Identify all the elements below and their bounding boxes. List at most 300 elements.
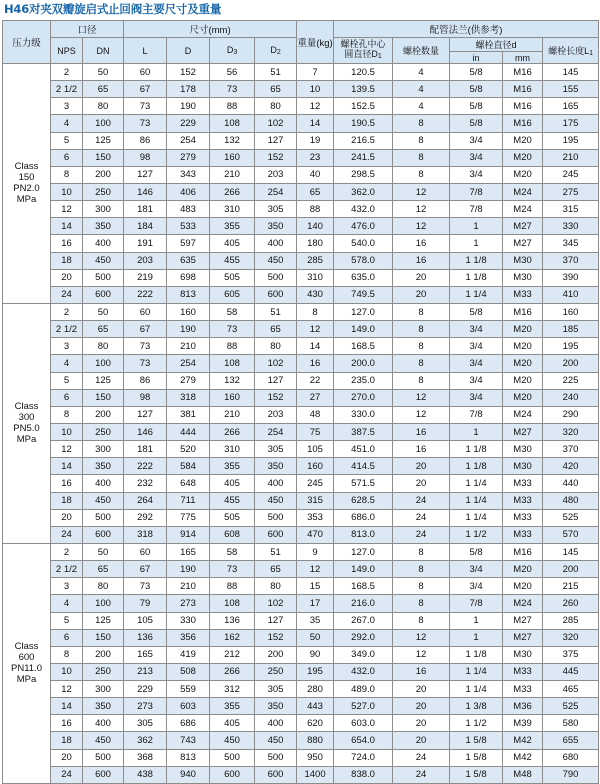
cell-d2: 600 — [255, 286, 297, 303]
cell-bolt-dia-in: 5/8 — [450, 303, 503, 320]
cell-nps: 20 — [51, 749, 83, 766]
cell-l: 184 — [124, 218, 167, 235]
cell-l: 222 — [124, 286, 167, 303]
cell-d2: 51 — [255, 303, 297, 320]
cell-dn: 65 — [83, 321, 124, 338]
cell-bolt-len: 420 — [543, 458, 599, 475]
cell-dn: 50 — [83, 303, 124, 320]
cell-weight: 950 — [297, 749, 334, 766]
cell-bolt-dia-mm: M27 — [503, 629, 543, 646]
cell-weight: 16 — [297, 355, 334, 372]
cell-bolt-dia-in: 3/4 — [450, 166, 503, 183]
cell-bolt-dia-in: 3/4 — [450, 561, 503, 578]
cell-nps: 8 — [51, 406, 83, 423]
cell-weight: 9 — [297, 543, 334, 560]
table-row — [3, 492, 599, 509]
cell-bolt-qty: 24 — [393, 526, 450, 543]
cell-dn: 300 — [83, 681, 124, 698]
table-row — [3, 475, 599, 492]
cell-l: 79 — [124, 595, 167, 612]
cell-bolt-qty: 12 — [393, 406, 450, 423]
cell-bolt-dia-mm: M27 — [503, 218, 543, 235]
cell-bolt-len: 345 — [543, 235, 599, 252]
cell-dn: 350 — [83, 218, 124, 235]
cell-bolt-len: 195 — [543, 132, 599, 149]
cell-bolt-qty: 16 — [393, 235, 450, 252]
table-row — [3, 715, 599, 732]
cell-nps: 8 — [51, 646, 83, 663]
cell-bolt-circle: 362.0 — [334, 183, 393, 200]
cell-bolt-circle: 451.0 — [334, 441, 393, 458]
cell-bolt-len: 525 — [543, 509, 599, 526]
cell-bolt-dia-mm: M20 — [503, 561, 543, 578]
cell-l: 73 — [124, 115, 167, 132]
cell-bolt-len: 245 — [543, 166, 599, 183]
cell-bolt-dia-in: 1 1/2 — [450, 526, 503, 543]
table-row — [3, 595, 599, 612]
cell-bolt-len: 275 — [543, 183, 599, 200]
cell-bolt-len: 285 — [543, 612, 599, 629]
cell-d2: 500 — [255, 509, 297, 526]
cell-d: 775 — [167, 509, 210, 526]
cell-bolt-dia-in: 1 1/4 — [450, 475, 503, 492]
cell-bolt-dia-in: 3/4 — [450, 578, 503, 595]
cell-bolt-circle: 654.0 — [334, 732, 393, 749]
cell-bolt-qty: 16 — [393, 252, 450, 269]
cell-nps: 14 — [51, 698, 83, 715]
cell-dn: 500 — [83, 269, 124, 286]
cell-d: 165 — [167, 543, 210, 560]
cell-bolt-circle: 686.0 — [334, 509, 393, 526]
cell-d3: 108 — [210, 595, 255, 612]
cell-weight: 620 — [297, 715, 334, 732]
cell-nps: 18 — [51, 252, 83, 269]
cell-l: 127 — [124, 406, 167, 423]
cell-bolt-circle: 349.0 — [334, 646, 393, 663]
cell-dn: 300 — [83, 201, 124, 218]
cell-weight: 353 — [297, 509, 334, 526]
cell-dn: 450 — [83, 252, 124, 269]
cell-bolt-qty: 16 — [393, 423, 450, 440]
cell-bolt-circle: 149.0 — [334, 321, 393, 338]
cell-bolt-circle: 190.5 — [334, 115, 393, 132]
table-row — [3, 681, 599, 698]
table-row — [3, 286, 599, 303]
cell-bolt-qty: 8 — [393, 338, 450, 355]
cell-bolt-dia-in: 5/8 — [450, 98, 503, 115]
header-bolt-qty: 螺栓数量 — [393, 38, 450, 64]
cell-bolt-qty: 12 — [393, 629, 450, 646]
cell-d2: 203 — [255, 406, 297, 423]
cell-l: 67 — [124, 561, 167, 578]
cell-bolt-len: 215 — [543, 578, 599, 595]
cell-bolt-dia-mm: M39 — [503, 715, 543, 732]
table-row — [3, 578, 599, 595]
header-nps: NPS — [51, 38, 83, 64]
table-row — [3, 458, 599, 475]
cell-weight: 35 — [297, 612, 334, 629]
cell-bolt-dia-in: 1 1/4 — [450, 663, 503, 680]
cell-bolt-dia-in: 1 1/8 — [450, 441, 503, 458]
cell-d: 330 — [167, 612, 210, 629]
cell-bolt-qty: 8 — [393, 115, 450, 132]
cell-d2: 400 — [255, 235, 297, 252]
cell-l: 98 — [124, 389, 167, 406]
cell-weight: 285 — [297, 252, 334, 269]
cell-d: 210 — [167, 578, 210, 595]
cell-dn: 100 — [83, 115, 124, 132]
cell-d: 711 — [167, 492, 210, 509]
cell-nps: 6 — [51, 389, 83, 406]
cell-bolt-dia-in: 5/8 — [450, 115, 503, 132]
cell-d3: 58 — [210, 303, 255, 320]
cell-bolt-dia-mm: M16 — [503, 115, 543, 132]
cell-bolt-len: 370 — [543, 252, 599, 269]
cell-bolt-len: 200 — [543, 561, 599, 578]
cell-nps: 6 — [51, 629, 83, 646]
cell-d3: 500 — [210, 749, 255, 766]
cell-l: 60 — [124, 64, 167, 81]
cell-d: 406 — [167, 183, 210, 200]
cell-nps: 10 — [51, 663, 83, 680]
cell-l: 86 — [124, 132, 167, 149]
cell-d3: 108 — [210, 355, 255, 372]
cell-bolt-circle: 635.0 — [334, 269, 393, 286]
cell-d: 273 — [167, 595, 210, 612]
cell-d3: 88 — [210, 98, 255, 115]
cell-weight: 27 — [297, 389, 334, 406]
cell-bolt-dia-mm: M20 — [503, 338, 543, 355]
table-row — [3, 526, 599, 543]
cell-bolt-qty: 24 — [393, 749, 450, 766]
cell-d2: 102 — [255, 355, 297, 372]
cell-d2: 127 — [255, 612, 297, 629]
cell-d3: 73 — [210, 561, 255, 578]
cell-d3: 505 — [210, 509, 255, 526]
cell-d3: 355 — [210, 698, 255, 715]
cell-weight: 90 — [297, 646, 334, 663]
cell-bolt-len: 655 — [543, 732, 599, 749]
cell-bolt-dia-mm: M24 — [503, 406, 543, 423]
pressure-class-label-line: MPa — [16, 674, 37, 686]
cell-d3: 132 — [210, 372, 255, 389]
cell-bolt-circle: 152.5 — [334, 98, 393, 115]
cell-bolt-circle: 414.5 — [334, 458, 393, 475]
cell-dn: 250 — [83, 663, 124, 680]
pressure-class-label-line: MPa — [16, 194, 37, 206]
cell-bolt-len: 195 — [543, 338, 599, 355]
cell-d: 229 — [167, 115, 210, 132]
cell-bolt-circle: 813.0 — [334, 526, 393, 543]
cell-nps: 5 — [51, 132, 83, 149]
cell-d: 940 — [167, 766, 210, 783]
cell-weight: 17 — [297, 595, 334, 612]
cell-weight: 8 — [297, 303, 334, 320]
table-row — [3, 149, 599, 166]
cell-l: 98 — [124, 149, 167, 166]
cell-bolt-circle: 267.0 — [334, 612, 393, 629]
cell-dn: 150 — [83, 149, 124, 166]
cell-d: 152 — [167, 64, 210, 81]
cell-bolt-len: 375 — [543, 646, 599, 663]
cell-weight: 23 — [297, 149, 334, 166]
cell-nps: 12 — [51, 201, 83, 218]
cell-dn: 500 — [83, 509, 124, 526]
header-bolt-len: 螺栓长度$L_1$ — [543, 38, 599, 64]
cell-dn: 450 — [83, 492, 124, 509]
cell-bolt-dia-mm: M20 — [503, 321, 543, 338]
cell-dn: 450 — [83, 732, 124, 749]
cell-l: 181 — [124, 441, 167, 458]
cell-dn: 200 — [83, 406, 124, 423]
cell-bolt-dia-mm: M27 — [503, 235, 543, 252]
cell-bolt-dia-mm: M30 — [503, 458, 543, 475]
cell-d3: 310 — [210, 441, 255, 458]
cell-bolt-dia-mm: M16 — [503, 64, 543, 81]
cell-nps: 4 — [51, 115, 83, 132]
pressure-class-cell — [3, 303, 51, 543]
cell-bolt-dia-mm: M16 — [503, 81, 543, 98]
cell-nps: 2 — [51, 303, 83, 320]
cell-bolt-dia-mm: M33 — [503, 475, 543, 492]
cell-bolt-dia-mm: M30 — [503, 441, 543, 458]
cell-d3: 455 — [210, 252, 255, 269]
cell-weight: 19 — [297, 132, 334, 149]
table-row — [3, 749, 599, 766]
cell-d: 813 — [167, 749, 210, 766]
table-row — [3, 698, 599, 715]
cell-bolt-dia-in: 3/4 — [450, 389, 503, 406]
cell-bolt-circle: 749.5 — [334, 286, 393, 303]
cell-d2: 305 — [255, 441, 297, 458]
pressure-class-label-line: Class — [14, 161, 39, 173]
cell-dn: 350 — [83, 698, 124, 715]
cell-bolt-qty: 20 — [393, 269, 450, 286]
cell-dn: 250 — [83, 183, 124, 200]
cell-bolt-circle: 235.0 — [334, 372, 393, 389]
cell-d: 210 — [167, 338, 210, 355]
cell-bolt-qty: 12 — [393, 218, 450, 235]
cell-bolt-circle: 387.5 — [334, 423, 393, 440]
cell-l: 292 — [124, 509, 167, 526]
table-row — [3, 81, 599, 98]
table-row — [3, 406, 599, 423]
cell-d2: 305 — [255, 201, 297, 218]
header-weight: 重量(kg) — [297, 21, 334, 64]
cell-bolt-dia-in: 1 5/8 — [450, 749, 503, 766]
cell-bolt-dia-mm: M33 — [503, 286, 543, 303]
cell-bolt-len: 570 — [543, 526, 599, 543]
cell-bolt-len: 210 — [543, 149, 599, 166]
cell-dn: 300 — [83, 441, 124, 458]
cell-bolt-dia-in: 5/8 — [450, 543, 503, 560]
cell-l: 438 — [124, 766, 167, 783]
table-row — [3, 252, 599, 269]
table-row — [3, 389, 599, 406]
cell-weight: 14 — [297, 115, 334, 132]
cell-bolt-dia-in: 1 1/8 — [450, 269, 503, 286]
cell-bolt-len: 290 — [543, 406, 599, 423]
cell-d: 686 — [167, 715, 210, 732]
cell-d: 603 — [167, 698, 210, 715]
cell-bolt-qty: 20 — [393, 732, 450, 749]
cell-d2: 350 — [255, 698, 297, 715]
cell-bolt-qty: 8 — [393, 132, 450, 149]
cell-d2: 350 — [255, 218, 297, 235]
cell-weight: 12 — [297, 561, 334, 578]
cell-l: 60 — [124, 303, 167, 320]
cell-l: 229 — [124, 681, 167, 698]
cell-weight: 180 — [297, 235, 334, 252]
cell-d2: 65 — [255, 81, 297, 98]
cell-l: 219 — [124, 269, 167, 286]
header-flange: 配管法兰(供参考) — [334, 21, 599, 38]
cell-d: 635 — [167, 252, 210, 269]
cell-d3: 108 — [210, 115, 255, 132]
cell-bolt-len: 315 — [543, 201, 599, 218]
cell-l: 191 — [124, 235, 167, 252]
cell-bolt-dia-in: 1 1/2 — [450, 715, 503, 732]
cell-nps: 20 — [51, 269, 83, 286]
cell-d: 533 — [167, 218, 210, 235]
cell-bolt-qty: 24 — [393, 492, 450, 509]
cell-weight: 443 — [297, 698, 334, 715]
table-row — [3, 132, 599, 149]
cell-nps: 3 — [51, 98, 83, 115]
table-row — [3, 355, 599, 372]
cell-dn: 125 — [83, 372, 124, 389]
cell-l: 368 — [124, 749, 167, 766]
cell-bolt-dia-mm: M42 — [503, 732, 543, 749]
cell-nps: 2 1/2 — [51, 81, 83, 98]
cell-dn: 50 — [83, 543, 124, 560]
cell-bolt-len: 390 — [543, 269, 599, 286]
cell-d2: 450 — [255, 252, 297, 269]
cell-l: 318 — [124, 526, 167, 543]
cell-bolt-dia-mm: M33 — [503, 509, 543, 526]
cell-bolt-dia-in: 7/8 — [450, 183, 503, 200]
cell-bolt-len: 240 — [543, 389, 599, 406]
cell-bolt-circle: 270.0 — [334, 389, 393, 406]
cell-l: 273 — [124, 698, 167, 715]
cell-bolt-qty: 8 — [393, 372, 450, 389]
cell-bolt-dia-mm: M16 — [503, 303, 543, 320]
cell-d3: 405 — [210, 235, 255, 252]
cell-bolt-circle: 292.0 — [334, 629, 393, 646]
pressure-class-label-line: PN2.0 — [13, 183, 40, 195]
cell-weight: 12 — [297, 98, 334, 115]
cell-d2: 450 — [255, 492, 297, 509]
cell-bolt-circle: 200.0 — [334, 355, 393, 372]
cell-bolt-len: 160 — [543, 303, 599, 320]
cell-bolt-len: 165 — [543, 98, 599, 115]
cell-l: 105 — [124, 612, 167, 629]
cell-dn: 200 — [83, 166, 124, 183]
cell-d3: 162 — [210, 629, 255, 646]
cell-bolt-qty: 8 — [393, 561, 450, 578]
pressure-class-cell — [3, 64, 51, 304]
pressure-class-label-line: Class — [14, 641, 39, 653]
cell-l: 127 — [124, 166, 167, 183]
cell-d: 279 — [167, 372, 210, 389]
cell-bolt-dia-mm: M20 — [503, 355, 543, 372]
cell-nps: 4 — [51, 355, 83, 372]
cell-d: 356 — [167, 629, 210, 646]
cell-d3: 73 — [210, 321, 255, 338]
cell-dn: 100 — [83, 355, 124, 372]
cell-d2: 65 — [255, 561, 297, 578]
cell-bolt-circle: 527.0 — [334, 698, 393, 715]
cell-d: 698 — [167, 269, 210, 286]
cell-d: 318 — [167, 389, 210, 406]
cell-bolt-dia-in: 1 — [450, 612, 503, 629]
table-body — [3, 64, 599, 784]
header-pressure-class: 压力级 — [3, 21, 51, 64]
cell-l: 146 — [124, 423, 167, 440]
cell-bolt-len: 330 — [543, 218, 599, 235]
cell-bolt-dia-in: 7/8 — [450, 406, 503, 423]
cell-bolt-qty: 16 — [393, 663, 450, 680]
cell-d: 254 — [167, 132, 210, 149]
cell-nps: 24 — [51, 766, 83, 783]
cell-d: 190 — [167, 321, 210, 338]
cell-nps: 2 1/2 — [51, 561, 83, 578]
cell-dn: 80 — [83, 98, 124, 115]
cell-bolt-qty: 12 — [393, 646, 450, 663]
cell-bolt-dia-mm: M33 — [503, 526, 543, 543]
cell-bolt-qty: 8 — [393, 355, 450, 372]
cell-d2: 80 — [255, 98, 297, 115]
cell-nps: 12 — [51, 681, 83, 698]
cell-weight: 1400 — [297, 766, 334, 783]
cell-d: 381 — [167, 406, 210, 423]
cell-l: 146 — [124, 183, 167, 200]
cell-l: 73 — [124, 98, 167, 115]
cell-d3: 405 — [210, 475, 255, 492]
cell-bolt-dia-mm: M30 — [503, 269, 543, 286]
cell-bolt-len: 790 — [543, 766, 599, 783]
table-row — [3, 732, 599, 749]
cell-nps: 10 — [51, 423, 83, 440]
cell-d2: 80 — [255, 578, 297, 595]
cell-d: 343 — [167, 166, 210, 183]
cell-d2: 51 — [255, 64, 297, 81]
cell-nps: 24 — [51, 286, 83, 303]
cell-bolt-dia-in: 1 — [450, 629, 503, 646]
cell-d: 584 — [167, 458, 210, 475]
cell-weight: 195 — [297, 663, 334, 680]
cell-bolt-dia-mm: M16 — [503, 98, 543, 115]
cell-d2: 65 — [255, 321, 297, 338]
table-row — [3, 201, 599, 218]
cell-bolt-circle: 330.0 — [334, 406, 393, 423]
cell-bolt-qty: 20 — [393, 698, 450, 715]
cell-dn: 400 — [83, 715, 124, 732]
cell-d: 190 — [167, 98, 210, 115]
cell-bolt-circle: 149.0 — [334, 561, 393, 578]
cell-bolt-qty: 4 — [393, 64, 450, 81]
table-row — [3, 64, 599, 81]
cell-bolt-circle: 168.5 — [334, 338, 393, 355]
cell-dn: 600 — [83, 766, 124, 783]
table-row — [3, 372, 599, 389]
cell-bolt-len: 145 — [543, 64, 599, 81]
cell-nps: 6 — [51, 149, 83, 166]
cell-bolt-dia-in: 1 1/8 — [450, 458, 503, 475]
cell-weight: 105 — [297, 441, 334, 458]
cell-d3: 266 — [210, 423, 255, 440]
cell-bolt-len: 480 — [543, 492, 599, 509]
